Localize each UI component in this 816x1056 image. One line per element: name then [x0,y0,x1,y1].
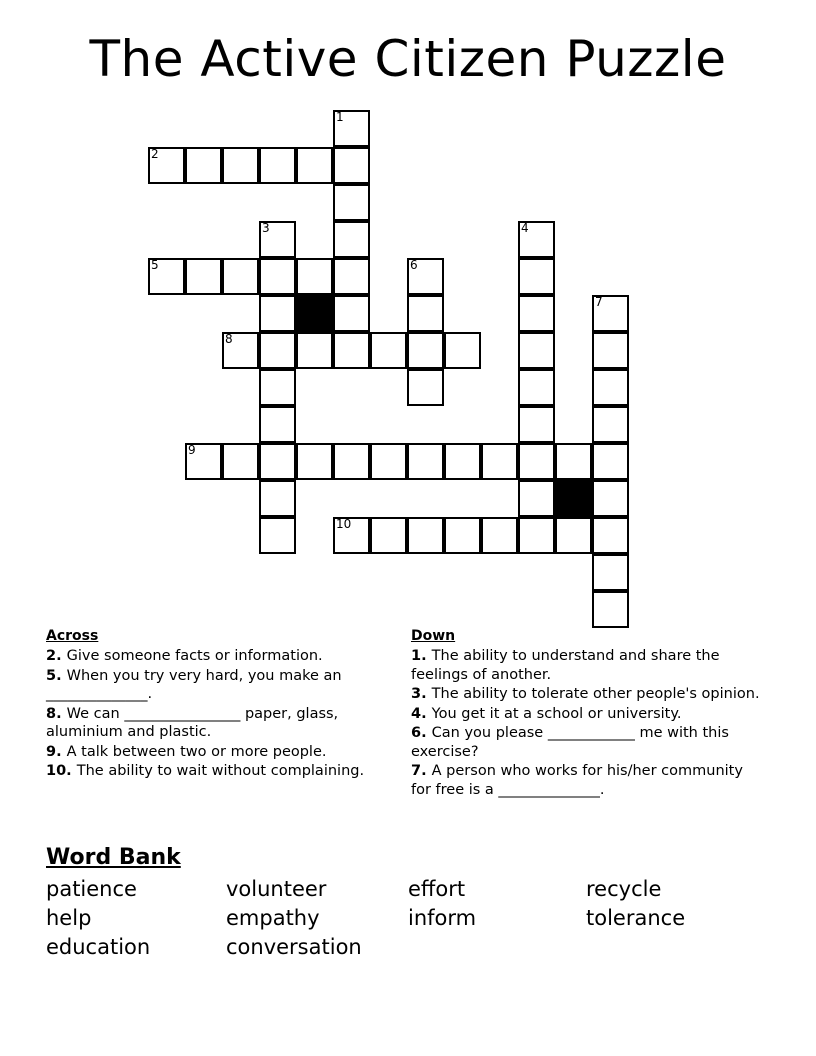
clue-number: 2. [46,648,67,664]
grid-block-cell [296,295,333,332]
grid-cell[interactable] [148,147,185,184]
grid-cell[interactable] [333,110,370,147]
clues-down-heading: Down [411,628,456,644]
grid-cell[interactable] [407,295,444,332]
word-bank-column [408,875,476,933]
grid-cell[interactable] [407,443,444,480]
grid-cell[interactable] [333,443,370,480]
word-bank-word[interactable]: education [46,935,151,959]
clue-text: When you try very hard, you make an ______________. [46,667,342,702]
word-bank-section [46,845,766,962]
clue-item [46,705,401,742]
page-title: The Active Citizen Puzzle [89,30,727,88]
grid-cell-number: 9 [188,443,196,457]
clue-text: We can ________________ paper, glass, aluminium and plastic. [46,705,339,740]
word-bank-word[interactable]: conversation [226,935,362,959]
grid-cell[interactable] [444,517,481,554]
grid-cell-number: 1 [336,110,344,124]
grid-cell[interactable] [222,147,259,184]
grid-cell[interactable] [518,369,555,406]
grid-cell[interactable] [444,332,481,369]
word-bank-column [226,875,362,962]
clue-item [411,724,761,761]
grid-cell[interactable] [555,517,592,554]
word-bank-word[interactable]: volunteer [226,877,327,901]
grid-cell[interactable] [296,258,333,295]
grid-cell[interactable] [370,443,407,480]
grid-cell[interactable] [222,443,259,480]
grid-cell[interactable] [407,258,444,295]
grid-cell[interactable] [185,147,222,184]
grid-cell-number: 4 [521,221,529,235]
grid-cell[interactable] [555,443,592,480]
grid-cell[interactable] [185,443,222,480]
clue-item [46,743,401,762]
clue-text: A person who works for his/her community for free is a ______________. [411,763,743,798]
grid-cell[interactable] [333,147,370,184]
grid-cell[interactable] [259,480,296,517]
grid-cell[interactable] [333,221,370,258]
grid-cell-number: 3 [262,221,270,235]
grid-cell[interactable] [518,480,555,517]
grid-cell[interactable] [592,443,629,480]
clue-item [411,762,761,799]
clue-number: 3. [411,686,432,702]
word-bank-column [46,875,150,962]
clue-number: 4. [411,705,432,722]
clue-number: 1. [411,648,432,664]
grid-cell[interactable] [444,443,481,480]
clue-text: A talk between two or more people. [66,743,327,760]
word-bank-word[interactable]: patience [46,877,137,901]
grid-cell[interactable] [259,147,296,184]
grid-cell[interactable] [407,332,444,369]
clue-text: The ability to wait without complaining. [76,763,365,779]
clue-text: You get it at a school or university. [431,705,682,722]
grid-cell[interactable] [407,517,444,554]
clue-item [411,647,761,684]
grid-cell[interactable] [259,332,296,369]
grid-cell[interactable] [259,406,296,443]
clues-down-column [411,628,761,800]
grid-cell[interactable] [592,591,629,628]
clue-number: 10. [46,763,77,779]
grid-cell[interactable] [296,443,333,480]
grid-cell[interactable] [296,332,333,369]
word-bank-word[interactable]: tolerance [586,906,686,930]
grid-cell[interactable] [148,258,185,295]
grid-cell[interactable] [592,332,629,369]
grid-cell[interactable] [592,554,629,591]
word-bank-column [586,875,685,933]
grid-cell[interactable] [259,369,296,406]
grid-cell-number: 7 [595,295,603,309]
word-bank-word[interactable]: empathy [226,906,320,930]
grid-cell[interactable] [518,258,555,295]
grid-cell[interactable] [592,480,629,517]
grid-cell[interactable] [333,332,370,369]
grid-cell[interactable] [333,184,370,221]
clue-item [411,705,761,724]
grid-cell[interactable] [592,369,629,406]
grid-cell[interactable] [259,258,296,295]
grid-cell[interactable] [333,258,370,295]
grid-cell[interactable] [370,332,407,369]
grid-cell[interactable] [518,406,555,443]
grid-cell[interactable] [518,295,555,332]
grid-cell[interactable] [222,258,259,295]
grid-cell[interactable] [481,517,518,554]
grid-cell[interactable] [333,517,370,554]
clue-text: Can you please ____________ me with this exercise? [411,725,729,760]
grid-cell[interactable] [518,332,555,369]
grid-cell[interactable] [518,443,555,480]
grid-cell-number: 2 [151,147,159,161]
word-bank-word[interactable]: help [46,906,92,930]
clues-across-list [46,647,401,781]
grid-cell-number: 6 [410,258,418,272]
clue-number: 5. [46,667,67,684]
word-bank-word[interactable]: effort [408,877,466,901]
clue-item [411,685,761,704]
grid-cell[interactable] [481,443,518,480]
clue-text: The ability to tolerate other people's opinion. [431,686,760,702]
grid-cell[interactable] [185,258,222,295]
word-bank-word[interactable]: recycle [586,877,662,901]
clue-item [46,647,401,666]
clue-text: The ability to understand and share the feelings of another. [411,648,720,683]
clue-item [46,667,401,704]
clue-item [46,762,401,781]
clues-across-column [46,628,401,782]
clue-number: 7. [411,763,432,779]
clue-number: 8. [46,705,67,722]
clues-across-heading: Across [46,628,99,644]
grid-cell[interactable] [333,295,370,332]
grid-cell-number: 8 [225,332,233,346]
grid-cell[interactable] [259,517,296,554]
grid-cell[interactable] [518,221,555,258]
grid-cell[interactable] [222,332,259,369]
grid-cell-number: 10 [336,517,352,531]
grid-cell[interactable] [370,517,407,554]
grid-cell[interactable] [592,295,629,332]
clues-down-list [411,647,761,799]
word-bank-grid [46,875,766,962]
word-bank-word[interactable]: inform [408,906,477,930]
word-bank-heading: Word Bank [46,845,181,870]
grid-cell[interactable] [259,221,296,258]
clue-number: 9. [46,743,67,760]
grid-cell[interactable] [518,517,555,554]
grid-cell[interactable] [592,517,629,554]
grid-cell[interactable] [259,443,296,480]
grid-cell[interactable] [296,147,333,184]
grid-cell[interactable] [592,406,629,443]
clue-number: 6. [411,725,432,741]
grid-cell[interactable] [259,295,296,332]
grid-cell[interactable] [407,369,444,406]
clue-text: Give someone facts or information. [66,648,323,664]
grid-cell-number: 5 [151,258,159,272]
grid-block-cell [555,480,592,517]
